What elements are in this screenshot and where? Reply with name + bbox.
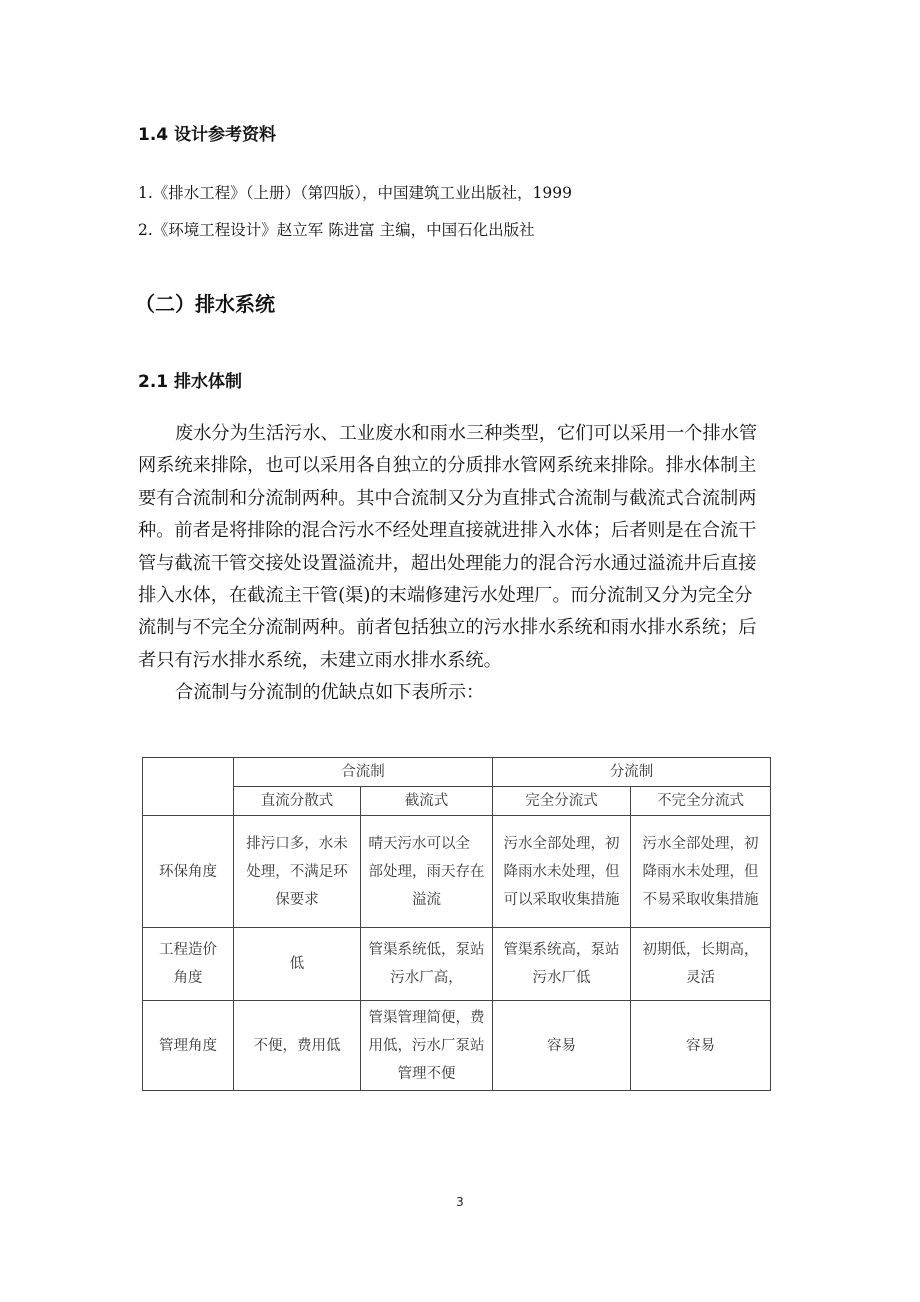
table-row: [143, 928, 771, 1001]
chapter-2-heading: （二）排水系统: [135, 292, 275, 316]
paragraph-line: 废水分为生活污水、工业废水和雨水三种类型，它们可以采用一个排水管: [175, 423, 758, 444]
paragraph-line: 管与截流干管交接处设置溢流井，超出处理能力的混合污水通过溢流井后直接: [138, 552, 757, 574]
table-cell: 不便，费用低: [234, 1001, 361, 1091]
comparison-table: [142, 757, 771, 1091]
table-intro-line: 合流制与分流制的优缺点如下表所示：: [175, 682, 485, 704]
paragraph-line: 种。前者是将排除的混合污水不经处理直接就进排入水体；后者则是在合流干: [138, 520, 757, 542]
sub-header-direct: 直流分散式: [234, 787, 361, 816]
drainage-system-paragraph: [138, 418, 778, 710]
table-cell: 晴天污水可以全 部处理，雨天存在 溢流: [361, 816, 493, 928]
table-cell: 管渠系统低，泵站 污水厂高，: [361, 928, 493, 1001]
table-row: [143, 1001, 771, 1091]
sub-header-incomplete: 不完全分流式: [631, 787, 771, 816]
table-cell: 污水全部处理，初 降雨水未处理，但 可以采取收集措施: [493, 816, 631, 928]
table-cell: 管渠系统高，泵站 污水厂低: [493, 928, 631, 1001]
table-cell: 排污口多，水未 处理，不满足环 保要求: [234, 816, 361, 928]
reference-item-1: 1.《排水工程》（上册）（第四版），中国建筑工业出版社，1999: [138, 184, 572, 202]
table-cell: 容易: [631, 1001, 771, 1091]
row-label: 环保角度: [143, 816, 234, 928]
sub-header-complete: 完全分流式: [493, 787, 631, 816]
table-cell: 初期低，长期高， 灵活: [631, 928, 771, 1001]
reference-item-2: 2.《环境工程设计》赵立军 陈进富 主编，中国石化出版社: [138, 221, 535, 239]
paragraph-line: 排入水体，在截流主干管(渠)的末端修建污水处理厂。而分流制又分为完全分: [138, 584, 753, 606]
table-cell: 管渠管理简便，费 用低，污水厂泵站 管理不便: [361, 1001, 493, 1091]
row-label: 工程造价 角度: [143, 928, 234, 1001]
paragraph-line: 流制与不完全分流制两种。前者包括独立的污水排水系统和雨水排水系统；后: [138, 617, 757, 639]
row-label: 管理角度: [143, 1001, 234, 1091]
page-number: 3: [456, 1195, 464, 1209]
section-2-1-heading: 2.1 排水体制: [138, 372, 243, 392]
section-1-4-heading: 1.4 设计参考资料: [138, 125, 277, 145]
table-row: [143, 816, 771, 928]
paragraph-line: 网系统来排除，也可以采用各自独立的分质排水管网系统来排除。排水体制主: [138, 455, 757, 477]
table-group-header-row: [143, 758, 771, 787]
table-cell: 容易: [493, 1001, 631, 1091]
table-corner-cell: [143, 758, 234, 816]
paragraph-line: 要有合流制和分流制两种。其中合流制又分为直排式合流制与截流式合流制两: [138, 487, 757, 509]
table-sub-header-row: [143, 787, 771, 816]
sub-header-intercept: 截流式: [361, 787, 493, 816]
paragraph-line: 者只有污水排水系统，未建立雨水排水系统。: [138, 649, 502, 671]
table-cell: 低: [234, 928, 361, 1001]
group-header-separate: 分流制: [493, 758, 771, 787]
group-header-combined: 合流制: [234, 758, 493, 787]
table-cell: 污水全部处理，初 降雨水未处理，但 不易采取收集措施: [631, 816, 771, 928]
